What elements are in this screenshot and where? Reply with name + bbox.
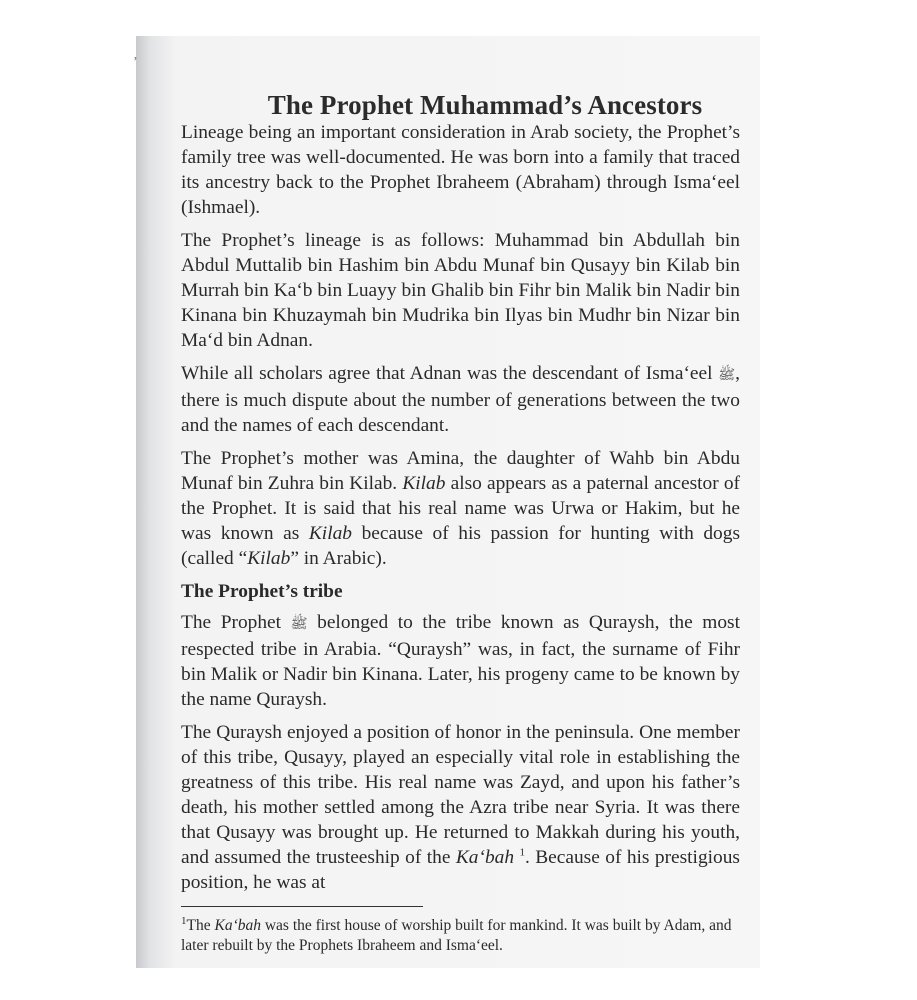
paragraph-text: The Prophet’s mother was Amina, the daughter of Wahb bin Abdu Munaf bin Zuhra bin Kilab.	[181, 448, 740, 494]
paragraph-text: ” in Arabic).	[290, 548, 387, 569]
honorific-glyph: ﷺ	[718, 368, 736, 383]
paragraph-text: . Because of his prestigious position, he was at	[181, 847, 740, 893]
paragraph-tribe	[181, 610, 740, 712]
paragraph-lineage-intro: Lineage being an important consideration in Arab society, the Prophet’s family tree was well-documented. He was born into a family that traced its ancestry back to the Prophet Ibraheem (Abraham) through Isma‘eel (Ishmael).	[181, 122, 740, 218]
page-body	[181, 120, 740, 903]
paragraph-adnan	[181, 361, 740, 438]
footnote-reference[interactable]: 1	[519, 846, 525, 859]
paragraph-text: also appears as a paternal ancestor of the Prophet. It is said that his real name was Urwa or Hakim, but he was known as	[181, 473, 740, 544]
paragraph-text: The Quraysh enjoyed a position of honor in the peninsula. One member of this tribe, Qusayy, played an especially vital role in establishing the greatness of this tribe. His real name was Zayd, and upon his father’s death, his mother settled among the Azra tribe near Syria. It was there that Qusayy was brought up. He returned to Makkah during his youth, and assumed the trusteeship of the	[181, 722, 740, 868]
footnote-text: was the first house of worship built for mankind. It was built by Adam, and later rebuilt by the Prophets Ibraheem and Isma‘eel.	[181, 917, 732, 954]
section-heading-tribe: The Prophet’s tribe	[181, 581, 343, 602]
footnote-number: 1	[181, 914, 187, 927]
paragraph-mother	[181, 446, 740, 571]
page-mark: ʼ	[133, 55, 138, 70]
italic-term: Ka‘bah	[455, 847, 515, 868]
italic-term: Ka‘bah	[214, 917, 261, 934]
honorific-glyph: ﷺ	[290, 617, 308, 632]
paragraph-qusayy	[181, 720, 740, 895]
paragraph-lineage-list: The Prophet’s lineage is as follows: Muhammad bin Abdullah bin Abdul Muttalib bin Hashim bin Abdu Munaf bin Qusayy bin Kilab bin Murrah bin Ka‘b bin Luayy bin Ghalib bin Fihr bin Malik bin Nadir bin Kinana bin Khuzaymah bin Mudrika bin Ilyas bin Mudhr bin Nizar bin Ma‘d bin Adnan.	[181, 230, 740, 351]
paragraph-text: The Prophet	[181, 612, 282, 633]
paragraph-text: belonged to the tribe known as Quraysh, the most respected tribe in Arabia. “Quraysh” was, in fact, the surname of Fihr bin Malik or Nadir bin Kinana. Later, his progeny came to be known by the name Quraysh.	[181, 612, 740, 710]
footnote-divider	[181, 906, 423, 907]
paragraph-text: because of his passion for hunting with dogs (called “	[181, 523, 740, 569]
paragraph-text: , there is much dispute about the number of generations between the two and the names of each descendant.	[181, 363, 740, 436]
italic-term: Kilab	[308, 523, 352, 544]
paragraph-text: While all scholars agree that Adnan was the descendant of Isma‘eel	[181, 363, 713, 384]
italic-term: Kilab	[402, 473, 446, 494]
page-title: The Prophet Muhammad’s Ancestors	[267, 90, 703, 121]
footnote	[181, 916, 741, 956]
footnote-text: The	[186, 917, 211, 934]
italic-term: Kilab	[247, 548, 291, 569]
